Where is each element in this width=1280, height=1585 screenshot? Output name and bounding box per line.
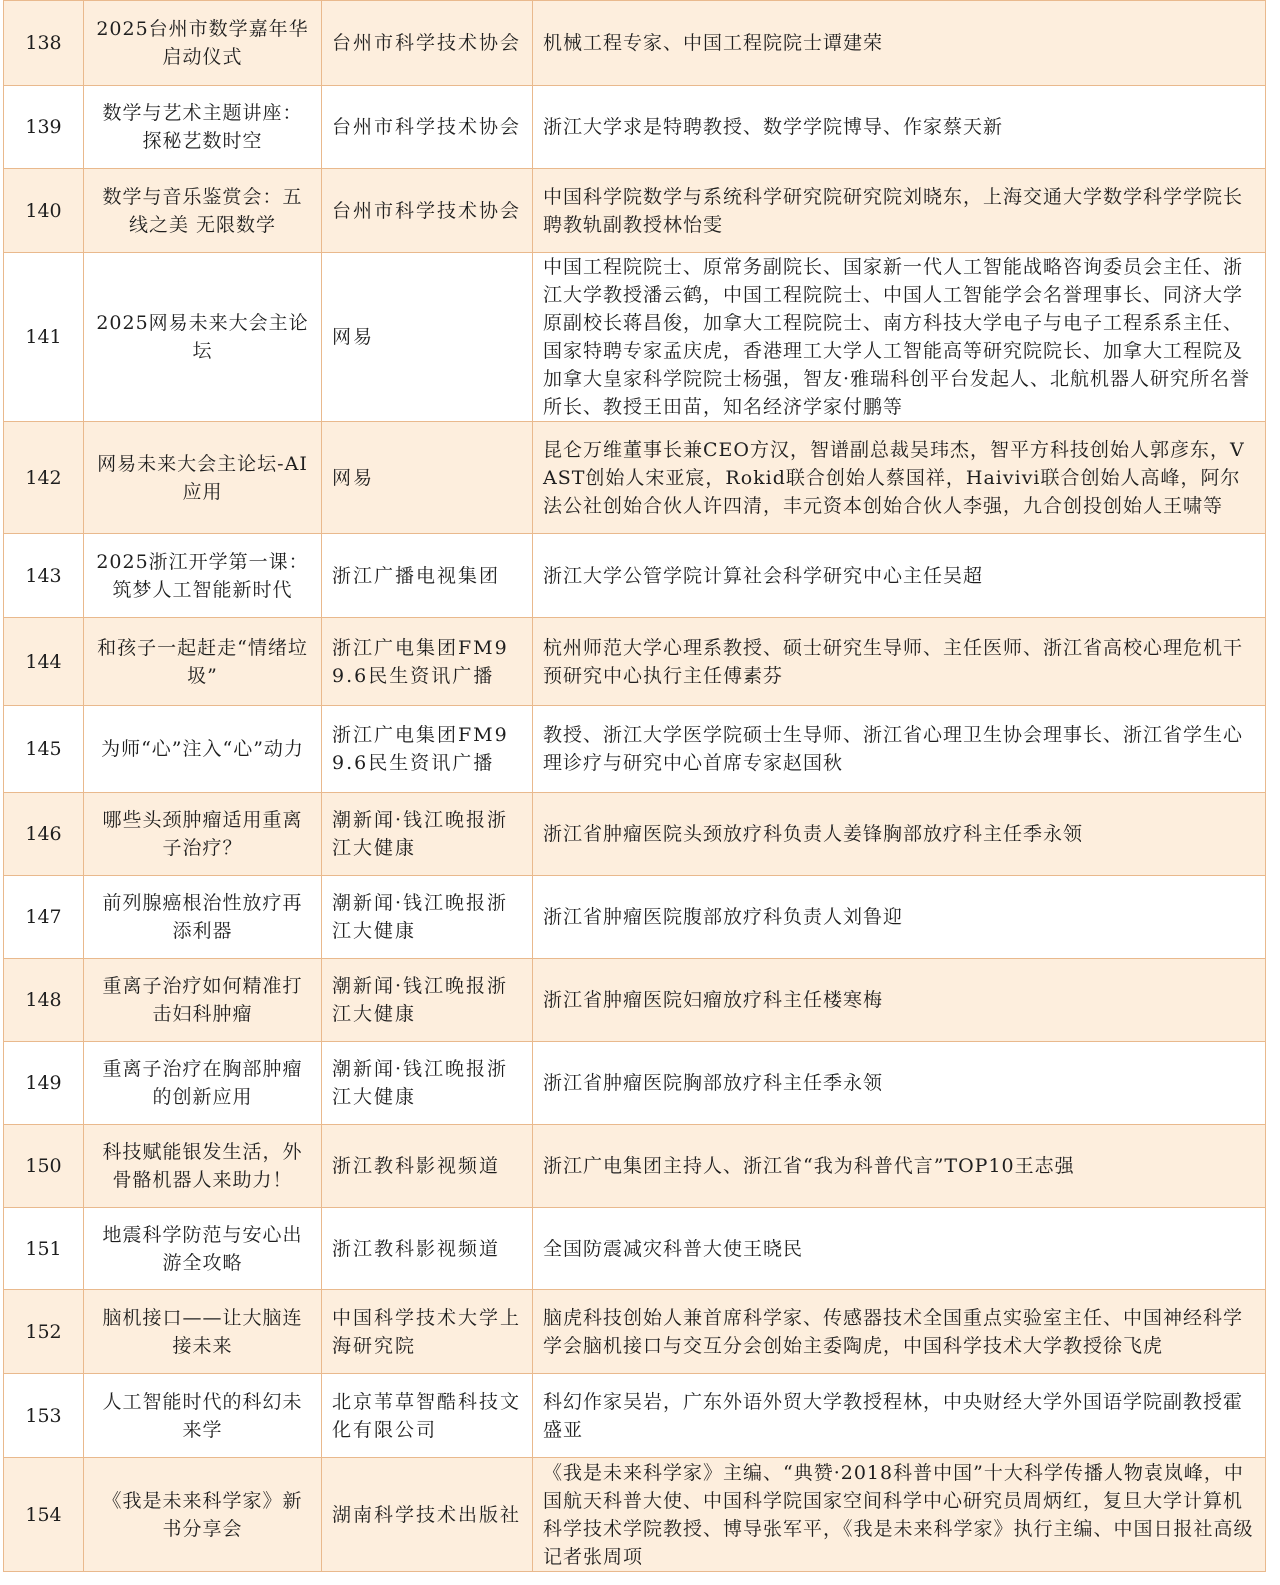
guests: 浙江省肿瘤医院腹部放疗科负责人刘鲁迎	[533, 876, 1266, 959]
event-title: 地震科学防范与安心出游全攻略	[84, 1208, 322, 1290]
table-row	[4, 706, 1266, 793]
event-title: 网易未来大会主论坛-AI应用	[84, 422, 322, 534]
organizer: 台州市科学技术协会	[322, 169, 533, 253]
table-row	[4, 253, 1266, 422]
table-row	[4, 876, 1266, 959]
event-table	[3, 0, 1266, 1572]
guests: 全国防震减灾科普大使王晓民	[533, 1208, 1266, 1290]
table-row	[4, 1208, 1266, 1290]
row-number: 144	[4, 618, 84, 706]
organizer: 网易	[322, 422, 533, 534]
organizer: 潮新闻·钱江晚报浙江大健康	[322, 876, 533, 959]
table-row	[4, 1042, 1266, 1125]
event-title: 2025浙江开学第一课：筑梦人工智能新时代	[84, 534, 322, 618]
event-title: 重离子治疗如何精准打击妇科肿瘤	[84, 959, 322, 1042]
organizer: 浙江广电集团FM99.6民生资讯广播	[322, 618, 533, 706]
table-row	[4, 1, 1266, 86]
row-number: 142	[4, 422, 84, 534]
row-number: 145	[4, 706, 84, 793]
event-title: 为师“心”注入“心”动力	[84, 706, 322, 793]
row-number: 146	[4, 793, 84, 876]
table-row	[4, 793, 1266, 876]
organizer: 潮新闻·钱江晚报浙江大健康	[322, 1042, 533, 1125]
row-number: 141	[4, 253, 84, 422]
row-number: 149	[4, 1042, 84, 1125]
organizer: 台州市科学技术协会	[322, 86, 533, 169]
event-title: 哪些头颈肿瘤适用重离子治疗？	[84, 793, 322, 876]
event-title: 2025台州市数学嘉年华启动仪式	[84, 1, 322, 86]
organizer: 潮新闻·钱江晚报浙江大健康	[322, 793, 533, 876]
guests: 中国科学院数学与系统科学研究院研究院刘晓东，上海交通大学数学科学学院长聘教轨副教授林怡雯	[533, 169, 1266, 253]
guests: 脑虎科技创始人兼首席科学家、传感器技术全国重点实验室主任、中国神经科学学会脑机接口与交互分会创始主委陶虎，中国科学技术大学教授徐飞虎	[533, 1290, 1266, 1374]
guests: 昆仑万维董事长兼CEO方汉，智谱副总裁吴玮杰，智平方科技创始人郭彦东，VAST创始人宋亚宸，Rokid联合创始人蔡国祥，Haivivi联合创始人高峰，阿尔法公社创始合伙人许四清，丰元资本创始合伙人李强，九合创投创始人王啸等	[533, 422, 1266, 534]
table-row	[4, 534, 1266, 618]
event-title: 和孩子一起赶走“情绪垃圾”	[84, 618, 322, 706]
row-number: 152	[4, 1290, 84, 1374]
guests: 浙江省肿瘤医院妇瘤放疗科主任楼寒梅	[533, 959, 1266, 1042]
row-number: 151	[4, 1208, 84, 1290]
event-table-sheet	[3, 0, 1265, 1572]
organizer: 中国科学技术大学上海研究院	[322, 1290, 533, 1374]
table-row	[4, 169, 1266, 253]
guests: 浙江广电集团主持人、浙江省“我为科普代言”TOP10王志强	[533, 1125, 1266, 1208]
row-number: 150	[4, 1125, 84, 1208]
guests: 教授、浙江大学医学院硕士生导师、浙江省心理卫生协会理事长、浙江省学生心理诊疗与研究中心首席专家赵国秋	[533, 706, 1266, 793]
organizer: 浙江教科影视频道	[322, 1208, 533, 1290]
table-row	[4, 86, 1266, 169]
organizer: 潮新闻·钱江晚报浙江大健康	[322, 959, 533, 1042]
guests: 《我是未来科学家》主编、“典赞·2018科普中国”十大科学传播人物袁岚峰，中国航天科普大使、中国科学院国家空间科学中心研究员周炳红，复旦大学计算机科学技术学院教授、博导张军平，《我是未来科学家》执行主编、中国日报社高级记者张周项	[533, 1458, 1266, 1572]
event-title: 脑机接口——让大脑连接未来	[84, 1290, 322, 1374]
organizer: 浙江广播电视集团	[322, 534, 533, 618]
event-title: 科技赋能银发生活，外骨骼机器人来助力！	[84, 1125, 322, 1208]
row-number: 147	[4, 876, 84, 959]
row-number: 148	[4, 959, 84, 1042]
table-row	[4, 1458, 1266, 1572]
row-number: 154	[4, 1458, 84, 1572]
table-row	[4, 1125, 1266, 1208]
event-title: 前列腺癌根治性放疗再添利器	[84, 876, 322, 959]
row-number: 143	[4, 534, 84, 618]
organizer: 网易	[322, 253, 533, 422]
table-row	[4, 618, 1266, 706]
guests: 浙江大学求是特聘教授、数学学院博导、作家蔡天新	[533, 86, 1266, 169]
event-title: 数学与艺术主题讲座：探秘艺数时空	[84, 86, 322, 169]
table-row	[4, 1290, 1266, 1374]
organizer: 台州市科学技术协会	[322, 1, 533, 86]
row-number: 138	[4, 1, 84, 86]
row-number: 140	[4, 169, 84, 253]
row-number: 139	[4, 86, 84, 169]
event-title: 数学与音乐鉴赏会：五线之美 无限数学	[84, 169, 322, 253]
event-title: 重离子治疗在胸部肿瘤的创新应用	[84, 1042, 322, 1125]
row-number: 153	[4, 1374, 84, 1458]
organizer: 湖南科学技术出版社	[322, 1458, 533, 1572]
guests: 中国工程院院士、原常务副院长、国家新一代人工智能战略咨询委员会主任、浙江大学教授潘云鹤，中国工程院院士、中国人工智能学会名誉理事长、同济大学原副校长蒋昌俊，加拿大工程院院士、南方科技大学电子与电子工程系系主任、国家特聘专家孟庆虎，香港理工大学人工智能高等研究院院长、加拿大工程院及加拿大皇家科学院院士杨强，智友·雅瑞科创平台发起人、北航机器人研究所名誉所长、教授王田苗，知名经济学家付鹏等	[533, 253, 1266, 422]
event-title: 《我是未来科学家》新书分享会	[84, 1458, 322, 1572]
organizer: 北京苇草智酷科技文化有限公司	[322, 1374, 533, 1458]
event-title: 人工智能时代的科幻未来学	[84, 1374, 322, 1458]
guests: 浙江省肿瘤医院头颈放疗科负责人姜锋胸部放疗科主任季永领	[533, 793, 1266, 876]
table-row	[4, 422, 1266, 534]
guests: 机械工程专家、中国工程院院士谭建荣	[533, 1, 1266, 86]
guests: 科幻作家吴岩，广东外语外贸大学教授程林，中央财经大学外国语学院副教授霍盛亚	[533, 1374, 1266, 1458]
event-title: 2025网易未来大会主论坛	[84, 253, 322, 422]
table-row	[4, 959, 1266, 1042]
guests: 浙江省肿瘤医院胸部放疗科主任季永领	[533, 1042, 1266, 1125]
organizer: 浙江广电集团FM99.6民生资讯广播	[322, 706, 533, 793]
guests: 浙江大学公管学院计算社会科学研究中心主任吴超	[533, 534, 1266, 618]
guests: 杭州师范大学心理系教授、硕士研究生导师、主任医师、浙江省高校心理危机干预研究中心执行主任傅素芬	[533, 618, 1266, 706]
table-row	[4, 1374, 1266, 1458]
organizer: 浙江教科影视频道	[322, 1125, 533, 1208]
event-table-body	[4, 1, 1266, 1572]
